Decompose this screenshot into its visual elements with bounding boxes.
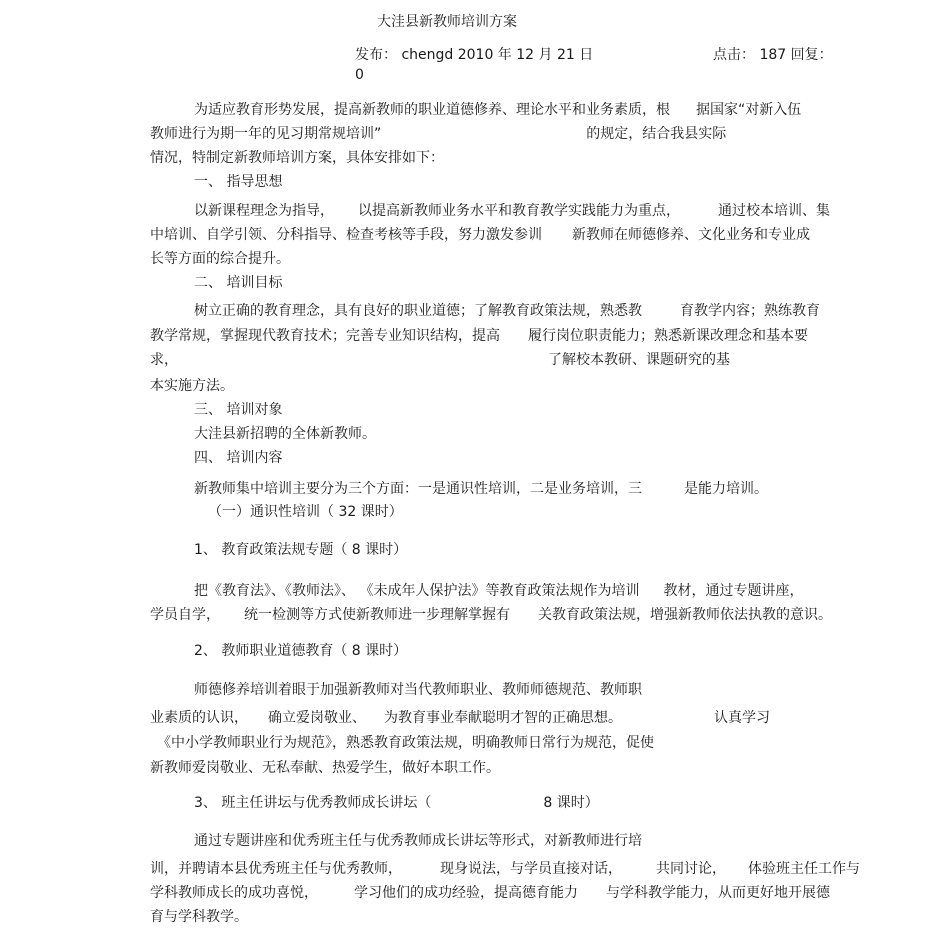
body-text-segment: 是能力培训。 xyxy=(684,481,768,497)
body-line xyxy=(208,503,403,521)
body-text-segment: 关教育政策法规，增强新教师依法执教的意识。 xyxy=(538,607,832,623)
body-text-segment: 统一检测等方式使新教师进一步理解掌握有 xyxy=(244,607,510,623)
body-text-segment: 把《教育法》、《教师法》、 《未成年人保护法》等教育政策法规作为培训 xyxy=(194,583,640,599)
body-text-segment: 8 课时） xyxy=(543,795,599,811)
body-line xyxy=(150,606,832,624)
body-text-segment: 共同讨论， xyxy=(656,861,726,877)
body-text-segment: 现身说法，与学员直接对话， xyxy=(440,861,622,877)
body-text-segment: 二、 培训目标 xyxy=(194,275,283,291)
body-text-segment: 认真学习 xyxy=(714,710,770,726)
body-text-segment: 树立正确的教育理念，具有良好的职业道德；了解教育政策法规，熟悉教 xyxy=(194,303,642,319)
body-line xyxy=(194,480,768,498)
body-line xyxy=(194,541,407,559)
body-line xyxy=(150,759,500,777)
body-text-segment: 业素质的认识， xyxy=(150,710,248,726)
body-text-segment: 了解校本教研、课题研究的基 xyxy=(548,352,730,368)
body-text-segment: （一）通识性培训（ 32 课时） xyxy=(208,504,403,520)
body-text-segment: 通过专题讲座和优秀班主任与优秀教师成长讲坛等形式，对新教师进行培 xyxy=(194,833,642,849)
body-line xyxy=(150,125,726,143)
body-text-segment: 以提高新教师业务水平和教育教学实践能力为重点， xyxy=(358,203,680,219)
body-line xyxy=(194,642,407,660)
body-text-segment: 通过校本培训、集 xyxy=(718,203,830,219)
body-text-segment: 学科教师成长的成功喜悦， xyxy=(150,885,318,901)
body-text-segment: 为教育事业奉献聪明才智的正确思想。 xyxy=(384,710,622,726)
body-line xyxy=(157,734,654,752)
body-text-segment: 情况，特制定新教师培训方案，具体安排如下： xyxy=(150,150,444,166)
body-line xyxy=(194,302,820,320)
body-text-segment: 以新课程理念为指导， xyxy=(194,203,334,219)
body-text-segment: 三、 培训对象 xyxy=(194,402,283,418)
body-text-segment: 求， xyxy=(150,352,178,368)
body-line xyxy=(150,351,730,369)
body-text-segment: 教学常规，掌握现代教育技术；完善专业知识结构，提高 xyxy=(150,328,500,344)
body-line xyxy=(150,709,770,727)
body-text-segment: 确立爱岗敬业、 xyxy=(268,710,366,726)
body-text-segment: 四、 培训内容 xyxy=(194,450,283,466)
body-line xyxy=(150,226,810,244)
body-line xyxy=(150,327,808,345)
body-text-segment: 大洼县新招聘的全体新教师。 xyxy=(194,426,376,442)
body-text-segment: 新教师集中培训主要分为三个方面：一是通识性培训，二是业务培训，三 xyxy=(194,481,642,497)
body-text-segment: 3、 班主任讲坛与优秀教师成长讲坛（ xyxy=(194,795,432,811)
body-text-segment: 教师进行为期一年的见习期常规培训” xyxy=(150,126,382,142)
body-line xyxy=(150,908,248,926)
clicks-replies-info: 点击： 187 回复： xyxy=(713,47,833,63)
body-text-segment: 新教师在师德修养、文化业务和专业成 xyxy=(572,227,810,243)
body-line xyxy=(194,794,599,812)
body-line xyxy=(150,884,830,902)
body-text-segment: 据国家“对新入伍 xyxy=(696,102,802,118)
body-text-segment: 履行岗位职责能力；熟悉新课改理念和基本要 xyxy=(528,328,808,344)
body-text-segment: 教材，通过专题讲座， xyxy=(663,583,804,599)
publish-info: 发布： chengd 2010 年 12 月 21 日 xyxy=(355,47,594,63)
body-text-segment: 一、 指导思想 xyxy=(194,174,283,190)
body-line xyxy=(194,681,642,699)
body-text-segment: 本实施方法。 xyxy=(150,378,234,394)
body-text-segment: 师德修养培训着眼于加强新教师对当代教师职业、教师师德规范、教师职 xyxy=(194,682,642,698)
body-text-segment: 训，并聘请本县优秀班主任与优秀教师， xyxy=(150,861,402,877)
body-line xyxy=(194,449,282,467)
body-line xyxy=(194,202,830,220)
body-text-segment: 长等方面的综合提升。 xyxy=(150,251,290,267)
body-text-segment: 为适应教育形势发展，提高新教师的职业道德修养、理论水平和业务素质，根 xyxy=(194,102,670,118)
body-text-segment: 的规定，结合我县实际 xyxy=(586,126,727,142)
body-text-segment: 学员自学， xyxy=(150,607,220,623)
body-line xyxy=(194,832,642,850)
body-text-segment: 与学科教学能力，从而更好地开展德 xyxy=(606,885,830,901)
body-line xyxy=(194,401,282,419)
body-text-segment: 学习他们的成功经验，提高德育能力 xyxy=(354,885,578,901)
body-text-segment: 1、 教育政策法规专题（ 8 课时） xyxy=(194,542,408,558)
body-line xyxy=(150,250,290,268)
body-text-segment: 体验班主任工作与 xyxy=(748,861,860,877)
body-line xyxy=(150,377,234,395)
body-text-segment: 新教师爱岗敬业、无私奉献、热爱学生，做好本职工作。 xyxy=(150,760,500,776)
body-line xyxy=(194,173,282,191)
body-line xyxy=(150,860,860,878)
document-title: 大洼县新教师培训方案 xyxy=(377,14,517,30)
body-text-segment: 育与学科教学。 xyxy=(150,909,248,925)
body-text-segment: 中培训、自学引领、分科指导、检查考核等手段，努力激发参训 xyxy=(150,227,542,243)
body-line xyxy=(194,101,801,119)
body-text-segment: 育教学内容；熟练教育 xyxy=(680,303,820,319)
body-line xyxy=(150,149,444,167)
body-line xyxy=(194,582,803,600)
body-text-segment: 2、 教师职业道德教育（ 8 课时） xyxy=(194,643,408,659)
body-text-segment: 《中小学教师职业行为规范》，熟悉教育政策法规，明确教师日常行为规范，促使 xyxy=(157,735,654,751)
reply-count: 0 xyxy=(355,67,364,83)
body-line xyxy=(194,274,282,292)
body-line xyxy=(194,425,376,443)
